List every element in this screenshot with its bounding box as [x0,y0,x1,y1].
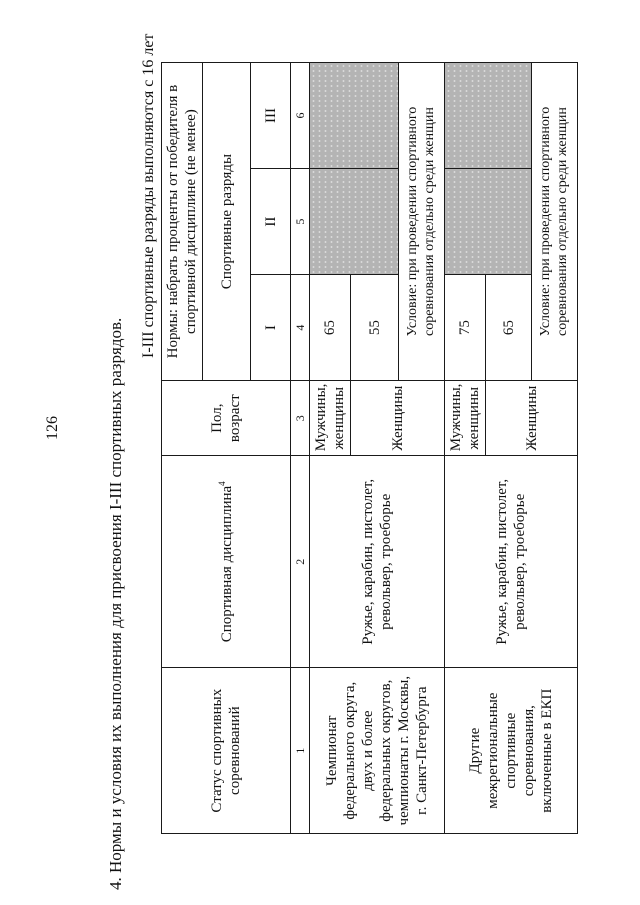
footnote-mark: 4 [216,481,227,486]
table-subheading: I-III спортивные разряды выполняются с 16 лет [140,33,157,358]
row-condition: Условие: при проведении спортивного соревнования отдельно среди женщин [399,63,445,381]
row-gender: Женщины [486,381,578,456]
header-gender: Пол, возраст [162,381,291,456]
header-ranks: Спортивные разряды [203,63,251,381]
header-status: Статус спортивных соревнований [162,668,291,834]
shaded-empty-cell [310,169,399,275]
rotated-page-content [104,33,570,890]
header-discipline [162,456,291,668]
shaded-empty-cell [445,169,532,275]
header-discipline-label: Спортивная дисциплина [218,485,235,643]
row-gender: Мужчины, женщины [445,381,486,456]
row-discipline: Ружье, карабин, пистолет, револьвер, троеборье [445,456,578,668]
table-row [445,63,486,834]
header-norms: Нормы: набрать проценты от победителя в спортивной дисциплине (не менее) [162,63,203,381]
row-gender: Женщины [351,381,445,456]
row-value: 55 [351,275,399,381]
column-number: 2 [291,456,310,668]
section-heading: 4. Нормы и условия их выполнения для присвоения I-III спортивных разрядов. [106,317,125,890]
column-number-row [291,63,310,834]
row-status: Другие межрегиональные спортивные соревнования, включенные в ЕКП [445,668,578,834]
row-discipline: Ружье, карабин, пистолет, револьвер, троеборье [310,456,445,668]
row-status: Чемпионат федерального округа, двух и более федеральных округов, чемпионаты г. Москвы, г. Санкт-Петербурга [310,668,445,834]
row-value: 75 [445,275,486,381]
row-gender: Мужчины, женщины [310,381,351,456]
header-rank-3: III [251,63,291,169]
norms-table [161,62,578,834]
column-number: 1 [291,668,310,834]
header-rank-2: II [251,169,291,275]
page-number: 126 [44,416,61,440]
column-number: 3 [291,381,310,456]
table-row [310,63,351,834]
header-rank-1: I [251,275,291,381]
column-number: 5 [291,169,310,275]
row-value: 65 [486,275,532,381]
row-value: 65 [310,275,351,381]
shaded-empty-cell [310,63,399,169]
column-number: 6 [291,63,310,169]
row-condition: Условие: при проведении спортивного соревнования отдельно среди женщин [532,63,578,381]
column-number: 4 [291,275,310,381]
table-header-row [162,63,203,834]
shaded-empty-cell [445,63,532,169]
